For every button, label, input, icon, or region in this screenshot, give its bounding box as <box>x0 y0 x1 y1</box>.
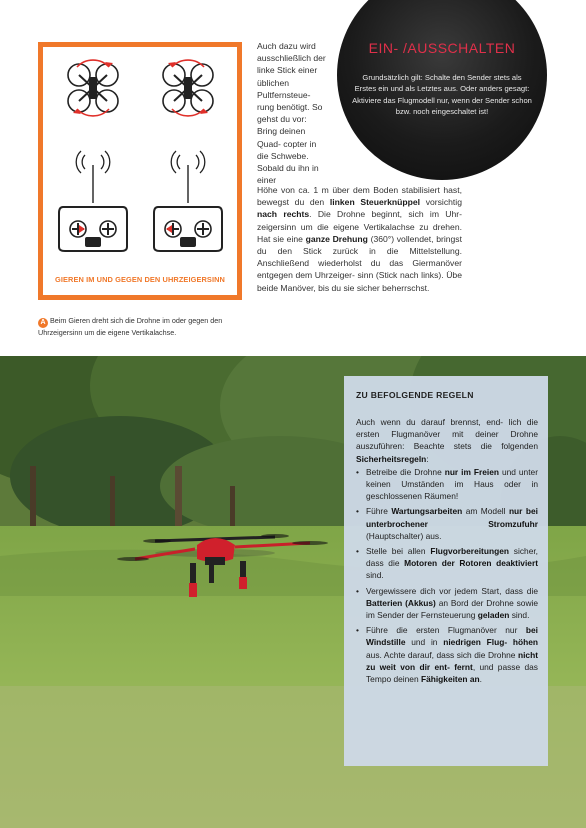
rule-item <box>356 585 538 622</box>
circle-text: Grundsätzlich gilt: Schalte den Sender stets als Erstes ein und als Letztes aus. Oder anders gesagt: Aktiviere das Flugmodell nur, wenn der Sender schon bzw. noch eingeschaltet ist! <box>352 73 532 117</box>
text-run: Vergewissere dich vor jedem Start, dass die <box>366 585 538 596</box>
figure-title: GIEREN IM UND GEGEN DEN UHRZEIGERSINN <box>54 275 225 284</box>
text-run-bold: bei Windstille <box>366 625 538 648</box>
text-run: (360°) vollendet, bringst du den Stick zurück in die Mittelstellung. Anschließend wiederholst du das Giermanöver entgegen dem Uhrzeiger- sinn (Stick nach links). Übe beide Manöver, bis du sie sicher beherrschst. <box>257 233 462 293</box>
caption-text: Beim Gieren dreht sich die Drohne im oder gegen den Uhrzeigersinn um die eigene Vertikalachse. <box>38 316 223 337</box>
rule-item <box>356 505 538 542</box>
text-run: . Die Drohne beginnt, sich im Uhr- zeigersinn um die eigene Vertikalachse zu drehen. Hat sie eine <box>257 209 463 244</box>
rule-item <box>356 466 538 503</box>
text-run-bold: nur bei unterbrochener Stromzufuhr <box>366 506 538 529</box>
text-run: (Hauptschalter) aus. <box>366 530 442 541</box>
text-run-bold: Flugvorbereitungen <box>430 546 509 557</box>
text-run: sicher, dass die <box>366 546 539 569</box>
text-run-bold: nur im Freien <box>444 466 500 477</box>
text-run: Stelle bei allen <box>366 546 431 557</box>
yaw-figure <box>38 42 242 300</box>
text-run: am Modell <box>462 506 509 517</box>
circle-title: EIN- /AUSSCHALTEN <box>368 40 516 56</box>
yaw-illustration <box>43 47 237 295</box>
text-run: sind. <box>509 610 530 621</box>
text-run-bold: Batterien (Akkus) <box>366 597 436 608</box>
article-narrow-text: Auch dazu wird ausschließlich der linke Stick einer üblichen Pultfernsteue- rung benötigt. So gehst du vor: Bring deinen Quad- copter in die Schwebe. Sobald du ihn in einer <box>257 41 326 186</box>
text-run-bold: Wartungsarbeiten <box>391 506 463 517</box>
text-run: Führe <box>366 506 392 517</box>
text-run: . <box>479 674 482 685</box>
rules-list <box>356 466 538 685</box>
text-run: Auch wenn du darauf brennst, end- lich die ersten Flugmanöver mit deiner Drohne auszuführen: Beachte stets die folgenden <box>356 417 538 452</box>
text-run: und unter keinen Umständen im Haus oder in geschlossenen Räumen! <box>366 466 538 502</box>
text-run: vorsichtig <box>420 197 462 208</box>
text-run: an Bord der Drohne sowie im Sender der Fernsteuerung <box>366 597 539 621</box>
text-run: : <box>426 453 429 464</box>
text-run-bold: linken Steuerknüppel <box>329 197 421 208</box>
text-run: sind. <box>366 570 384 581</box>
article-paragraph <box>257 184 462 294</box>
text-run: und in <box>405 637 444 648</box>
text-run: , und passe das Tempo deinen <box>366 661 538 685</box>
rules-title: ZU BEFOLGENDE REGELN <box>356 390 474 400</box>
text-run-bold: nach rechts <box>257 209 310 220</box>
text-run-bold: Motoren der Rotoren deaktiviert <box>404 558 538 569</box>
text-run-bold: Sicherheitsregeln <box>356 453 427 464</box>
text-run: aus. Achte darauf, dass sich die Drohne <box>366 649 518 660</box>
text-run: Höhe von ca. 1 m über dem Boden stabilisiert hast, bewegst du den <box>257 185 462 208</box>
text-run-bold: geladen <box>477 610 510 621</box>
figure-caption <box>38 316 248 338</box>
text-run-bold: nicht zu weit von dir ent- fernt <box>366 649 538 672</box>
text-run: Führe die ersten Flugmanöver nur <box>366 625 526 636</box>
text-run-bold: niedrigen Flug- höhen <box>443 637 538 648</box>
text-run-bold: Fähigkeiten an <box>420 674 480 685</box>
rule-item <box>356 545 538 582</box>
text-run: Betreibe die Drohne <box>366 466 445 477</box>
rule-item <box>356 624 538 685</box>
rules-intro <box>356 416 538 465</box>
rules-box <box>344 376 548 766</box>
caption-marker: A <box>38 318 48 328</box>
text-run-bold: ganze Drehung <box>305 233 368 244</box>
